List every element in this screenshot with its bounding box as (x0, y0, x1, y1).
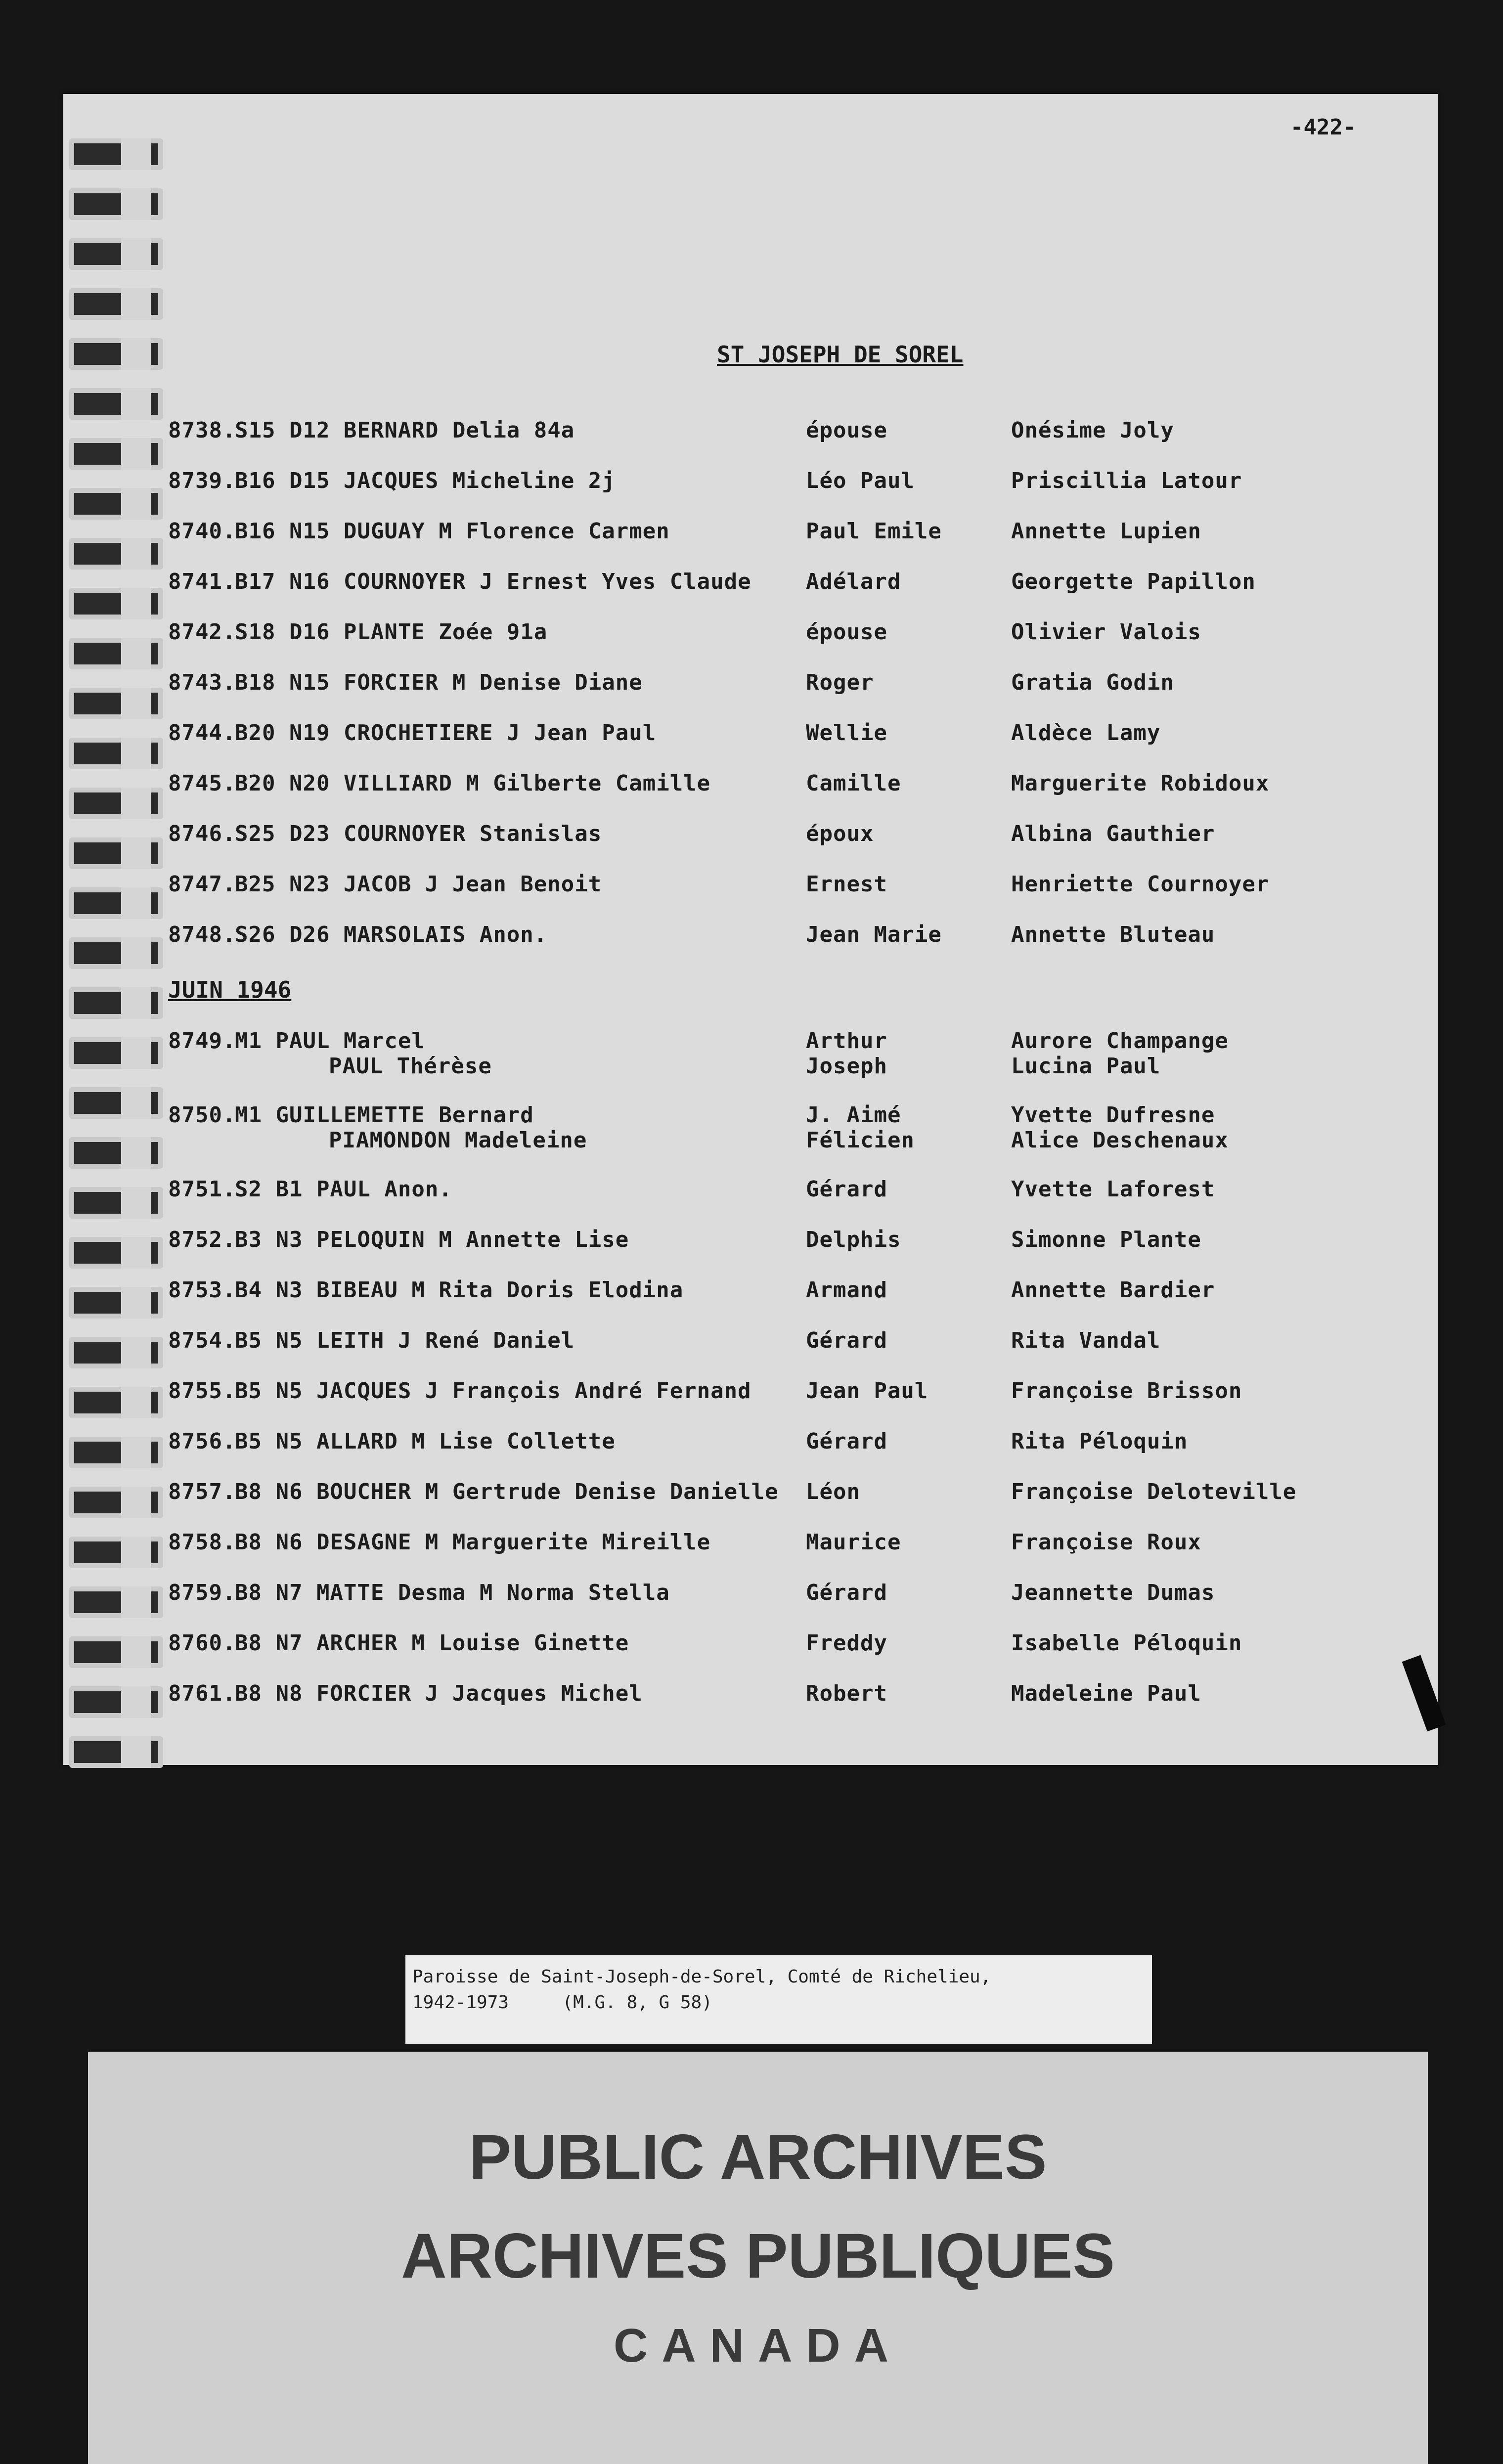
entry-mother: Rita Péloquin (1011, 1429, 1188, 1454)
entry-father: Armand (806, 1277, 887, 1303)
stamp-line-1: PUBLIC ARCHIVES (469, 2122, 1047, 2193)
entry-name: B17 N16 COURNOYER J Ernest Yves Claude (235, 569, 752, 594)
entry-name: B5 N5 JACQUES J François André Fernand (235, 1378, 752, 1404)
entry-number: 8751. (168, 1177, 236, 1202)
entry-number: 8754. (168, 1328, 236, 1353)
entry-father: Ernest (806, 872, 887, 897)
binding-ring (69, 188, 163, 220)
entry-mother: Françoise Roux (1011, 1530, 1201, 1555)
binding-ring (69, 738, 163, 769)
entry-father-pair (806, 1102, 915, 1153)
entry-mother: Annette Bardier (1011, 1277, 1215, 1303)
entry-mother: Marguerite Robidoux (1011, 771, 1270, 796)
archives-stamp (88, 2052, 1428, 2464)
entry-name: B20 N19 CROCHETIERE J Jean Paul (235, 720, 657, 746)
binding-ring (69, 1237, 163, 1269)
entry-name: B5 N5 ALLARD M Lise Collette (235, 1429, 616, 1454)
entry-father: Freddy (806, 1630, 887, 1656)
entry-father: Gérard (806, 1328, 887, 1353)
binding-ring (69, 1487, 163, 1518)
entry-name: S15 D12 BERNARD Delia 84a (235, 418, 575, 443)
entry-name: S2 B1 PAUL Anon. (235, 1177, 452, 1202)
entry-name: B8 N6 BOUCHER M Gertrude Denise Danielle (235, 1479, 779, 1504)
entry-name: S25 D23 COURNOYER Stanislas (235, 821, 602, 846)
entry-name-2: PIAMONDON Madeleine (329, 1128, 587, 1153)
source-label (405, 1955, 1152, 2044)
entry-mother: Annette Bluteau (1011, 922, 1215, 947)
entry-mother: Georgette Papillon (1011, 569, 1256, 594)
binding-ring (69, 1337, 163, 1368)
binding-ring (69, 987, 163, 1019)
entry-mother: Olivier Valois (1011, 619, 1201, 645)
entry-number: 8755. (168, 1378, 236, 1404)
entry-name: B8 N7 MATTE Desma M Norma Stella (235, 1580, 670, 1605)
entry-mother-pair (1011, 1102, 1229, 1153)
entry-name: B4 N3 BIBEAU M Rita Doris Elodina (235, 1277, 684, 1303)
entry-father: Léon (806, 1479, 860, 1504)
entry-number: 8757. (168, 1479, 236, 1504)
entry-number: 8746. (168, 821, 236, 846)
entry-number: 8741. (168, 569, 236, 594)
binding-ring (69, 588, 163, 619)
entry-mother: Yvette Laforest (1011, 1177, 1215, 1202)
binding-ring (69, 1736, 163, 1768)
entry-name: B3 N3 PELOQUIN M Annette Lise (235, 1227, 629, 1252)
stamp-line-3: CANADA (614, 2319, 902, 2372)
source-line-2: 1942-1973 (M.G. 8, G 58) (412, 1992, 712, 2013)
entry-father-1: Arthur (806, 1028, 887, 1054)
binding-ring (69, 638, 163, 669)
entry-father-2: Félicien (806, 1128, 915, 1153)
entry-number: 8759. (168, 1580, 236, 1605)
entry-number: 8744. (168, 720, 236, 746)
entry-name: B16 N15 DUGUAY M Florence Carmen (235, 519, 670, 544)
entry-number: 8749. (168, 1028, 236, 1054)
entry-mother-1: Aurore Champange (1011, 1028, 1229, 1054)
binding-ring (69, 1287, 163, 1319)
entry-number: 8760. (168, 1630, 236, 1656)
entry-name: S18 D16 PLANTE Zoée 91a (235, 619, 548, 645)
entry-father-1: J. Aimé (806, 1102, 901, 1128)
entry-number: 8743. (168, 670, 236, 695)
binding-ring (69, 488, 163, 520)
binding-ring (69, 1187, 163, 1219)
entry-name: S26 D26 MARSOLAIS Anon. (235, 922, 548, 947)
binding-ring (69, 1387, 163, 1418)
binding-ring (69, 388, 163, 420)
binding-ring (69, 1586, 163, 1618)
entry-name-1: M1 GUILLEMETTE Bernard (235, 1102, 534, 1128)
entry-father: Paul Emile (806, 519, 942, 544)
entry-number: 8739. (168, 468, 236, 493)
entry-mother: Madeleine Paul (1011, 1681, 1201, 1706)
entry-father: épouse (806, 619, 887, 645)
binding-ring (69, 887, 163, 919)
entry-father: Léo Paul (806, 468, 915, 493)
entry-father-pair (806, 1028, 887, 1079)
entry-name: B5 N5 LEITH J René Daniel (235, 1328, 575, 1353)
entry-mother: Aldèce Lamy (1011, 720, 1161, 746)
entry-name: B18 N15 FORCIER M Denise Diane (235, 670, 643, 695)
binding-spine (69, 99, 173, 1765)
entry-number: 8756. (168, 1429, 236, 1454)
binding-ring (69, 688, 163, 719)
binding-ring (69, 1636, 163, 1668)
entry-name-pair (235, 1102, 587, 1153)
entry-number: 8758. (168, 1530, 236, 1555)
entry-father: épouse (806, 418, 887, 443)
entry-name: B20 N20 VILLIARD M Gilberte Camille (235, 771, 711, 796)
entry-name-2: PAUL Thérèse (329, 1054, 492, 1079)
entry-number: 8740. (168, 519, 236, 544)
month-heading: JUIN 1946 (168, 976, 292, 1003)
entry-father: Wellie (806, 720, 887, 746)
entry-mother-2: Alice Deschenaux (1011, 1128, 1229, 1153)
source-line-1: Paroisse de Saint-Joseph-de-Sorel, Comté de Richelieu, (412, 1967, 991, 1987)
binding-ring (69, 138, 163, 170)
entry-father: Jean Paul (806, 1378, 928, 1404)
entry-mother: Jeannette Dumas (1011, 1580, 1215, 1605)
entry-number: 8748. (168, 922, 236, 947)
entry-number: 8761. (168, 1681, 236, 1706)
binding-ring (69, 288, 163, 320)
stamp-line-2: ARCHIVES PUBLIQUES (401, 2221, 1115, 2291)
entry-name: B8 N8 FORCIER J Jacques Michel (235, 1681, 643, 1706)
entry-number: 8750. (168, 1102, 236, 1128)
entry-mother: Priscillia Latour (1011, 468, 1242, 493)
entry-mother-1: Yvette Dufresne (1011, 1102, 1215, 1128)
entry-number: 8753. (168, 1277, 236, 1303)
binding-ring (69, 1437, 163, 1468)
entry-father: Roger (806, 670, 874, 695)
entry-name: B8 N6 DESAGNE M Marguerite Mireille (235, 1530, 711, 1555)
entry-number: 8752. (168, 1227, 236, 1252)
entry-father: Adélard (806, 569, 901, 594)
entry-name-1: M1 PAUL Marcel (235, 1028, 425, 1054)
entry-mother: Isabelle Péloquin (1011, 1630, 1242, 1656)
entry-mother: Annette Lupien (1011, 519, 1201, 544)
entry-mother: Gratia Godin (1011, 670, 1174, 695)
entry-mother: Albina Gauthier (1011, 821, 1215, 846)
binding-ring (69, 1537, 163, 1568)
entry-father: époux (806, 821, 874, 846)
entry-father: Jean Marie (806, 922, 942, 947)
entry-name: B8 N7 ARCHER M Louise Ginette (235, 1630, 629, 1656)
entry-mother: Onésime Joly (1011, 418, 1174, 443)
entry-father: Camille (806, 771, 901, 796)
binding-ring (69, 1686, 163, 1718)
parish-heading: ST JOSEPH DE SOREL (717, 341, 964, 368)
page-number: -422- (1290, 115, 1356, 140)
entry-mother: Simonne Plante (1011, 1227, 1201, 1252)
entry-father: Delphis (806, 1227, 901, 1252)
entry-mother: Henriette Cournoyer (1011, 872, 1270, 897)
entry-mother: Françoise Deloteville (1011, 1479, 1297, 1504)
binding-ring (69, 788, 163, 819)
entry-father: Maurice (806, 1530, 901, 1555)
binding-ring (69, 837, 163, 869)
entry-mother-pair (1011, 1028, 1229, 1079)
entry-mother: Rita Vandal (1011, 1328, 1161, 1353)
entry-father: Gérard (806, 1177, 887, 1202)
entry-name: B25 N23 JACOB J Jean Benoit (235, 872, 602, 897)
entry-name-pair (235, 1028, 492, 1079)
binding-ring (69, 238, 163, 270)
entry-father-2: Joseph (806, 1054, 887, 1079)
binding-ring (69, 538, 163, 570)
entry-number: 8742. (168, 619, 236, 645)
entry-name: B16 D15 JACQUES Micheline 2j (235, 468, 616, 493)
entry-number: 8745. (168, 771, 236, 796)
entry-mother: Françoise Brisson (1011, 1378, 1242, 1404)
entry-mother-2: Lucina Paul (1011, 1054, 1161, 1079)
entry-father: Gérard (806, 1429, 887, 1454)
binding-ring (69, 1087, 163, 1119)
binding-ring (69, 1137, 163, 1169)
binding-ring (69, 438, 163, 470)
entry-number: 8738. (168, 418, 236, 443)
binding-ring (69, 937, 163, 969)
binding-ring (69, 1037, 163, 1069)
binding-ring (69, 338, 163, 370)
entry-father: Gérard (806, 1580, 887, 1605)
entry-number: 8747. (168, 872, 236, 897)
entry-father: Robert (806, 1681, 887, 1706)
